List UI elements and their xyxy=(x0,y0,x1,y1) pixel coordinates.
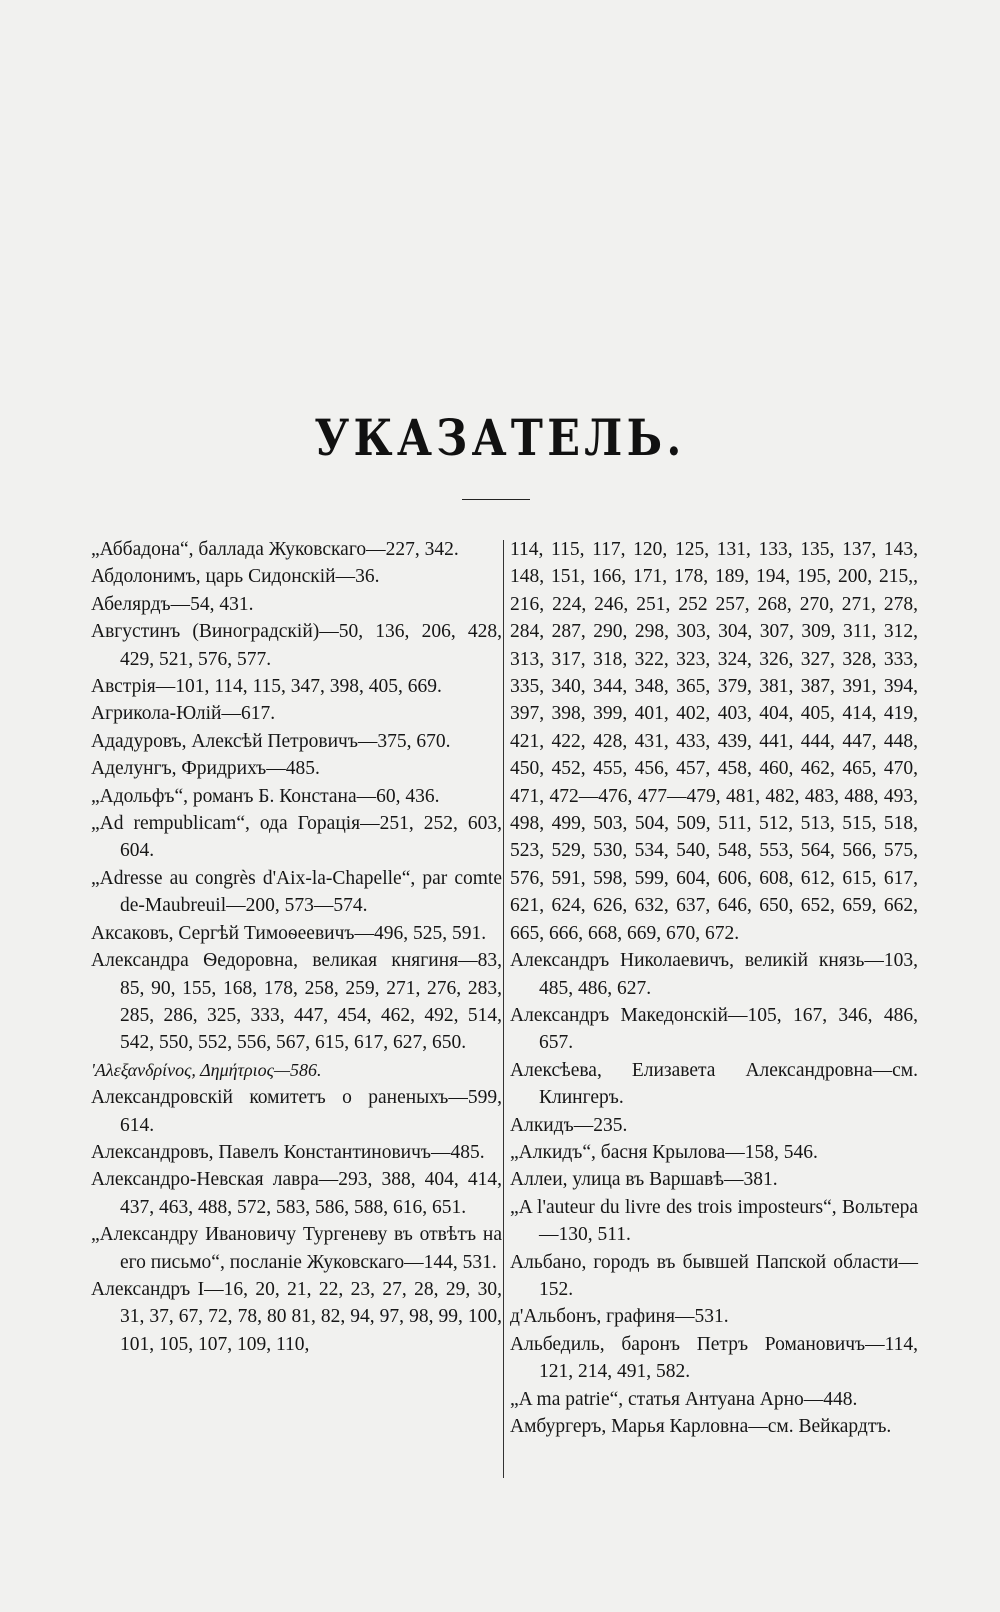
page-title: УКАЗАТЕЛЬ. xyxy=(314,408,686,467)
index-entry: „Александру Ивановичу Тургеневу въ отвѣтъ на его письмо“, посланіе Жуковскаго—144, 531. xyxy=(91,1224,502,1273)
index-entry: „Алкидъ“, басня Крылова—158, 546. xyxy=(510,1141,818,1163)
index-entry: „Аббадона“, баллада Жуковскаго—227, 342. xyxy=(91,539,459,560)
index-entry: „Adresse au congrès d'Aix-la-Chapelle“, par comte de-Maubreuil—200, 573—574. xyxy=(91,867,502,917)
index-column-right xyxy=(510,536,918,1440)
title-rule xyxy=(462,499,530,500)
index-entry: Алкидъ—235. xyxy=(510,1114,628,1136)
index-entry: Александръ Николаевичъ, великій князь—103, 485, 486, 627. xyxy=(510,950,918,999)
index-entry: Австрія—101, 114, 115, 347, 398, 405, 669. xyxy=(91,676,442,698)
index-entry: Альбано, городъ въ бывшей Папской области—152. xyxy=(510,1251,918,1300)
index-entry: Альбедиль, баронъ Петръ Романовичъ—114, 121, 214, 491, 582. xyxy=(510,1333,918,1383)
index-entry: Александро-Невская лавра—293, 388, 404, 414, 437, 463, 488, 572, 583, 586, 588, 616, 651. xyxy=(91,1169,502,1218)
index-entry-continuation: 114, 115, 117, 120, 125, 131, 133, 135, 137, 143, 148, 151, 166, 171, 178, 189, 194, 195, 200, 215,, 216, 224, 246, 251, 252 257, 268, 270, 271, 278, 284, 287, 290, 298, 303, 304, 307, 309, 311, 312, 313, 317, 318, 322, 323, 324, 326, 327, 328, 333, 335, 340, 344, 348, 365, 379, 381, 387, 391, 394, 397, 398, 399, 401, 402, 403, 404, 405, 414, 419, 421, 422, 428, 431, 433, 439, 441, 444, 447, 448, 450, 452, 455, 456, 457, 458, 460, 462, 465, 470, 471, 472—476, 477—479, 481, 482, 483, 488, 493, 498, 499, 503, 504, 509, 511, 512, 513, 515, 518, 523, 529, 530, 534, 540, 548, 553, 564, 566, 575, 576, 591, 598, 599, 604, 606, 608, 612, 615, 617, 621, 624, 626, 632, 637, 646, 650, 652, 659, 662, 665, 666, 668, 669, 670, 672. xyxy=(510,539,918,944)
index-entry: Александра Ѳедоровна, великая княгиня—83, 85, 90, 155, 168, 178, 258, 259, 271, 276, 283, 285, 286, 325, 333, 447, 454, 462, 492, 514, 542, 550, 552, 556, 567, 615, 617, 627, 650. xyxy=(91,950,502,1054)
index-entry: Александръ Македонскій—105, 167, 346, 486, 657. xyxy=(510,1004,918,1054)
index-entry: Абдолонимъ, царь Сидонскій—36. xyxy=(91,566,380,588)
index-entry: Ададуровъ, Алексѣй Петровичъ—375, 670. xyxy=(91,730,451,752)
index-entry: Александръ I—16, 20, 21, 22, 23, 27, 28, 29, 30, 31, 37, 67, 72, 78, 80 81, 82, 94, 97, 98, 99, 100, 101, 105, 107, 109, 110, xyxy=(91,1278,502,1355)
index-entry: Амбургеръ, Марья Карловна—см. Вейкардтъ. xyxy=(510,1416,892,1437)
index-entry: Аксаковъ, Сергѣй Тимоѳеевичъ—496, 525, 591. xyxy=(91,922,487,944)
index-entry: Александровъ, Павелъ Константиновичъ—485. xyxy=(91,1141,485,1163)
index-entry: „A ma patrie“, статья Антуана Арно—448. xyxy=(510,1388,858,1410)
index-entry: Александровскій комитетъ о раненыхъ—599, 614. xyxy=(91,1087,502,1136)
index-entry: „Ad rempublicam“, ода Горація—251, 252, 603, 604. xyxy=(91,813,502,862)
index-entry: Аделунгъ, Фридрихъ—485. xyxy=(91,758,320,780)
index-entry: д'Альбонъ, графиня—531. xyxy=(510,1306,729,1328)
column-divider xyxy=(503,540,504,1478)
index-entry: Алексѣева, Елизавета Александровна—см. Клингеръ. xyxy=(510,1059,918,1109)
index-entry: Августинъ (Виноградскій)—50, 136, 206, 428, 429, 521, 576, 577. xyxy=(91,621,502,670)
index-entry: 'Αλεξανδρίνος, Δημήτριος—586. xyxy=(91,1059,322,1080)
index-entry: „A l'auteur du livre des trois imposteurs“, Вольтера—130, 511. xyxy=(510,1196,918,1246)
index-entry: Агрикола-Юлій—617. xyxy=(91,703,276,725)
index-column-left xyxy=(91,536,502,1358)
index-entry: Аллеи, улица въ Варшавѣ—381. xyxy=(510,1169,778,1191)
index-entry: „Адольфъ“, романъ Б. Констана—60, 436. xyxy=(91,785,440,807)
index-entry: Абелярдъ—54, 431. xyxy=(91,593,254,615)
